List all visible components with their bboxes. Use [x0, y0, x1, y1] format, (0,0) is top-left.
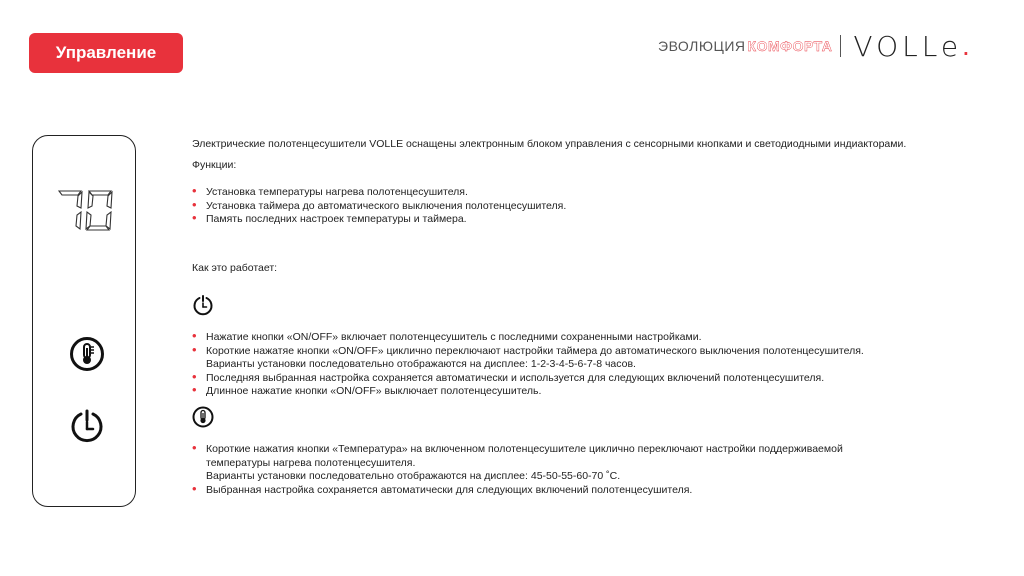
thermometer-icon	[192, 406, 214, 428]
intro-text: Электрические полотенцесушители VOLLE оснащены электронным блоком управления с сенсорными кнопками и светодиодными индиакторами.	[192, 138, 907, 150]
section-title-badge: Управление	[29, 33, 183, 73]
power-timer-icon	[192, 294, 214, 316]
list-item: • Выбранная настройка сохраняется автоматически для следующих включений полотенцесушителя.	[192, 484, 952, 498]
list-item: • Последняя выбранная настройка сохраняется автоматически и используется для следующих включений полотенцесушителя.	[192, 372, 952, 386]
brand-header	[658, 29, 970, 63]
onoff-list	[192, 331, 952, 399]
list-item: • Короткие нажатяе кнопки «ON/OFF» циклично переключают настройки таймера до автоматического выключения полотенцесушителя.	[192, 345, 952, 359]
how-it-works-label: Как это работает:	[192, 262, 278, 274]
list-item: • Установка температуры нагрева полотенцесушителя.	[192, 186, 952, 200]
functions-label: Функции:	[192, 159, 237, 171]
brand-logo: VOLLe	[853, 29, 963, 63]
brand-divider	[840, 35, 841, 57]
list-item: • Нажатие кнопки «ON/OFF» включает полотенцесушитель с последними сохраненными настройками.	[192, 331, 952, 345]
temperature-continuation: температуры нагрева полотенцесушителя.	[206, 456, 416, 469]
temperature-variants: Варианты установки последовательно отображаются на дисплее: 45-50-55-60-70 ˚С.	[206, 470, 621, 482]
temperature-list	[192, 443, 952, 497]
onoff-variants: Варианты установки последовательно отображаются на дисплее: 1-2-3-4-5-6-7-8 часов.	[206, 358, 636, 370]
list-item: • Память последних настроек температуры и таймера.	[192, 213, 952, 227]
list-item: • Короткие нажатия кнопки «Температура» на включенном полотенцесушителе циклично переключают настройки поддерживаемой	[192, 443, 952, 457]
brand-slogan-evolution: ЭВОЛЮЦИЯ	[658, 38, 746, 54]
brand-logo-dot: .	[962, 30, 970, 61]
thermometer-icon	[69, 336, 105, 372]
list-item: • Длинное нажатие кнопки «ON/OFF» выключает полотенцесушитель.	[192, 385, 952, 399]
power-timer-icon	[69, 408, 105, 444]
brand-slogan-comfort: КОМФОРТА	[747, 38, 833, 54]
control-panel	[32, 135, 136, 507]
list-item: • Установка таймера до автоматического выключения полотенцесушителя.	[192, 200, 952, 214]
seven-segment-display	[55, 188, 117, 234]
functions-list	[192, 186, 952, 227]
